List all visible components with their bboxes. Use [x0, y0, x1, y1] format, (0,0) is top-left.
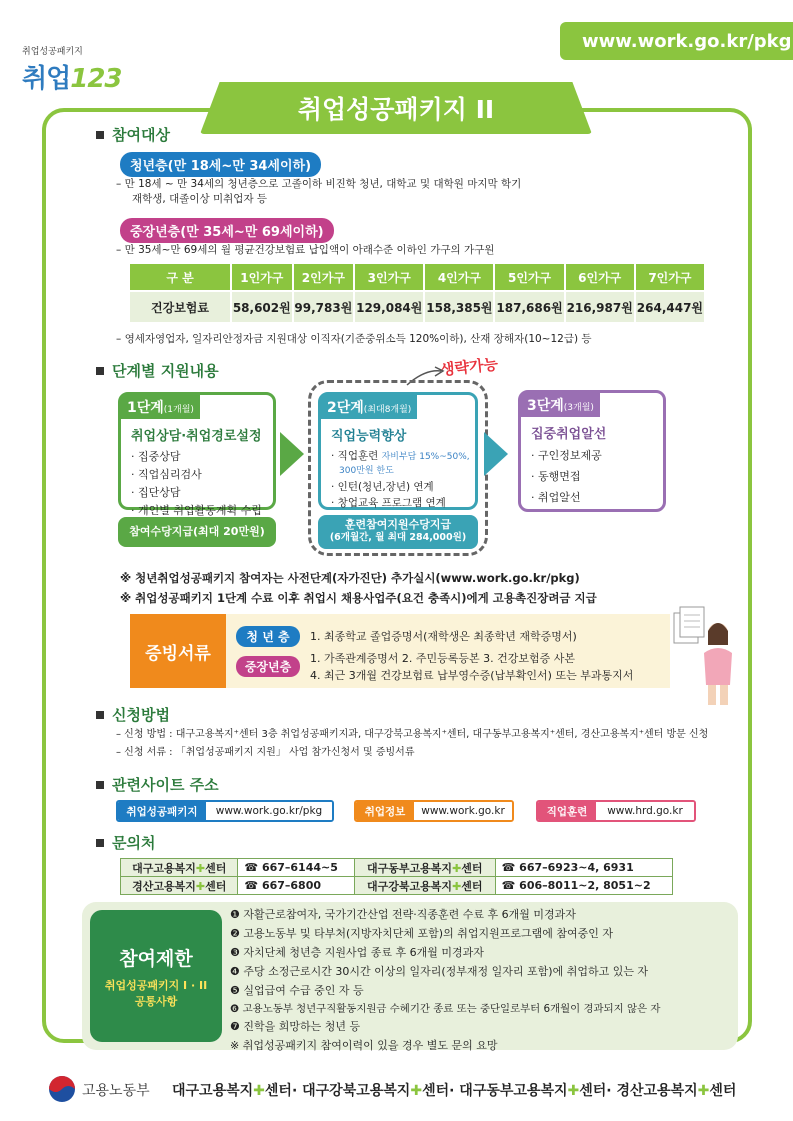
- contact-phone: ☎ 667–6800: [238, 877, 355, 895]
- table-cell: 건강보험료: [130, 292, 230, 322]
- contact-phone: ☎ 606–8011~2, 8051~2: [495, 877, 672, 895]
- table-cell: 216,987원: [566, 292, 634, 322]
- footer-center: 센터· 대구동부고용복지: [422, 1083, 568, 1099]
- footer-center: 대구고용복지: [172, 1083, 254, 1099]
- list-item: · 인턴(청년,장년) 연계: [331, 480, 434, 493]
- stage-arrow-icon: [484, 432, 508, 476]
- restrictions-subtitle-2: 공통사항: [134, 994, 178, 1008]
- center-suffix: 센터: [461, 879, 483, 893]
- sites-heading-text: 관련사이트 주소: [112, 776, 219, 794]
- bullet-square-icon: [96, 781, 104, 789]
- center-name: 대구동부고용복지: [367, 861, 453, 875]
- middle-doc-text-2: 4. 최근 3개월 건강보험료 납부영수증(납부확인서) 또는 부과통지서: [310, 669, 634, 682]
- logo-numbers: 123: [70, 64, 122, 94]
- logo-text: 취업: [22, 64, 71, 94]
- contacts-heading: [96, 832, 155, 853]
- insurance-header-row: [130, 264, 704, 290]
- restrictions-subtitle-1: 취업성공패키지 I · II: [104, 978, 208, 992]
- plus-icon: ✚: [452, 861, 462, 875]
- stages-heading-text: 단계별 지원내용: [112, 362, 219, 380]
- participants-heading: [96, 124, 170, 145]
- stage-3-list: [531, 446, 663, 509]
- bullet-square-icon: [96, 711, 104, 719]
- documents-label: 증빙서류: [130, 614, 226, 688]
- stages-heading: [96, 360, 219, 381]
- middle-desc: – 만 35세~만 69세의 월 평균건강보험료 납입액이 아래수준 이하인 가구의 가구원: [116, 244, 495, 256]
- table-cell: 129,084원: [355, 292, 423, 322]
- site-name: 취업정보: [356, 802, 414, 820]
- stage-3-subtitle: 집중취업알선: [531, 427, 607, 442]
- stage-3-title: [521, 393, 600, 417]
- list-item: · 동행면접: [531, 469, 581, 483]
- center-suffix: 센터: [205, 861, 227, 875]
- table-cell: 99,783원: [294, 292, 354, 322]
- insurance-row: [130, 292, 704, 322]
- plus-icon: ✚: [253, 1083, 265, 1099]
- header-url[interactable]: www.work.go.kr/pkg: [582, 30, 792, 52]
- apply-heading: [96, 704, 170, 725]
- table-header: 7인가구: [636, 264, 704, 290]
- list-item: · 창업교육 프로그램 연계: [331, 497, 446, 510]
- ministry-emblem-icon: [48, 1075, 76, 1103]
- center-name: 대구강북고용복지: [367, 879, 453, 893]
- plus-icon: ✚: [195, 879, 206, 893]
- participants-extra: – 영세자영업자, 일자리안정자금 지원대상 이직자(기준중위소득 120%이하), 산재 장해자(10~12급) 등: [116, 333, 592, 345]
- sites-heading: [96, 774, 219, 795]
- table-cell: 158,385원: [425, 292, 493, 322]
- table-header: 5인가구: [495, 264, 563, 290]
- middle-doc-tag: 중장년층: [236, 656, 300, 677]
- youth-doc-tag: 청 년 층: [236, 626, 300, 647]
- insurance-table: [128, 262, 706, 324]
- list-item-note: 300만원 한도: [339, 465, 394, 476]
- url-banner[interactable]: [560, 22, 793, 60]
- restrictions-list: [230, 906, 730, 1056]
- center-suffix: 센터: [205, 879, 227, 893]
- youth-badge: 청년층(만 18세~만 34세이하): [120, 152, 321, 177]
- table-row: [121, 877, 673, 895]
- list-item: · 취업알선: [531, 490, 581, 504]
- contact-center: [121, 877, 238, 895]
- list-item: ❼ 진학을 희망하는 청년 등: [230, 1020, 361, 1034]
- footer-center: 센터· 대구강북고용복지: [264, 1083, 411, 1099]
- stage-1-list: [131, 448, 273, 521]
- stage-2-period: (최대8개월): [363, 405, 412, 415]
- table-cell: 187,686원: [495, 292, 563, 322]
- ministry-name: 고용노동부: [82, 1083, 150, 1099]
- note-1: ※ 청년취업성공패키지 참여자는 사전단계(자가진단) 추가실시(www.work.go.kr/pkg): [120, 571, 580, 585]
- youth-doc-text: 1. 최종학교 졸업증명서(재학생은 최종학년 재학증명서): [310, 630, 577, 643]
- table-cell: 58,602원: [232, 292, 292, 322]
- table-row: [121, 859, 673, 877]
- list-item: ❸ 자치단체 청년층 지원사업 종료 후 6개월 미경과자: [230, 945, 484, 959]
- list-item: · 집중상담: [131, 450, 181, 463]
- middle-doc-text-1: 1. 가족관계증명서 2. 주민등록등본 3. 건강보험증 사본: [310, 652, 575, 665]
- stage-2-fee-line2: (6개월간, 월 최대 284,000원): [329, 532, 467, 544]
- table-header: 1인가구: [232, 264, 292, 290]
- plus-icon: ✚: [195, 861, 206, 875]
- list-item-text: · 직업훈련: [331, 450, 379, 462]
- contact-phone: ☎ 667–6144~5: [238, 859, 355, 877]
- list-item: ❻ 고용노동부 청년구직활동지원금 수혜기간 종료 또는 중단일로부터 6개월이 경과되지 않은 자: [230, 1002, 661, 1015]
- table-cell: 264,447원: [636, 292, 704, 322]
- bullet-square-icon: [96, 839, 104, 847]
- participants-heading-text: 참여대상: [112, 126, 170, 144]
- stage-2-list: [331, 448, 475, 511]
- contacts-heading-text: 문의처: [112, 834, 156, 852]
- stage-2-fee-line1: 훈련참여지원수당지급: [344, 518, 452, 531]
- table-header: 6인가구: [566, 264, 634, 290]
- youth-desc-1: – 만 18세 ~ 만 34세의 청년층으로 고졸이하 비진학 청년, 대학교 및 대학원 마지막 학기: [116, 178, 522, 190]
- bullet-square-icon: [96, 367, 104, 375]
- page-title: 취업성공패키지 II: [297, 95, 495, 124]
- stage-2-box: [318, 392, 478, 510]
- contact-center: [354, 859, 495, 877]
- stage-3-title-text: 3단계: [527, 398, 564, 414]
- list-item: · 직업심리검사: [131, 468, 202, 482]
- site-link[interactable]: [116, 800, 334, 822]
- plus-icon: ✚: [567, 1083, 580, 1099]
- table-header: 4인가구: [425, 264, 493, 290]
- center-name: 경산고용복지: [132, 879, 196, 893]
- note-2: ※ 취업성공패키지 1단계 수료 이후 취업시 채용사업주(요건 충족시)에게 고용촉진장려금 지급: [120, 591, 597, 605]
- plus-icon: ✚: [452, 879, 462, 893]
- list-item: ※ 취업성공패키지 참여이력이 있을 경우 별도 문의 요망: [230, 1039, 498, 1053]
- apply-heading-text: 신청방법: [112, 706, 170, 724]
- list-item-note: 자비부담 15%~50%,: [381, 452, 470, 462]
- contacts-table: [120, 858, 673, 895]
- apply-method: – 신청 방법 : 대구고용복지⁺센터 3층 취업성공패키지과, 대구강북고용복지⁺센터, 대구동부고용복지⁺센터, 경산고용복지⁺센터 방문 신청: [116, 729, 709, 740]
- stage-3-period: (3개월): [563, 403, 594, 413]
- logo: [22, 58, 122, 95]
- site-url[interactable]: www.work.go.kr: [414, 802, 512, 820]
- restrictions-label: [90, 910, 222, 1042]
- site-name: 취업성공패키지: [118, 802, 206, 820]
- table-header: 구 분: [130, 264, 230, 290]
- table-header: 3인가구: [355, 264, 423, 290]
- stage-2-subtitle: 직업능력향상: [331, 429, 407, 444]
- youth-desc-2: 재학생, 대졸이상 미취업자 등: [132, 193, 268, 205]
- contact-center: [354, 877, 495, 895]
- plus-icon: ✚: [697, 1083, 710, 1099]
- contact-center: [121, 859, 238, 877]
- stage-1-period: (1개월): [163, 405, 194, 415]
- site-link[interactable]: [354, 800, 514, 822]
- footer-center: 센터· 경산고용복지: [579, 1083, 698, 1099]
- bullet-square-icon: [96, 131, 104, 139]
- footer-centers: [172, 1080, 736, 1100]
- list-item: ❶ 자활근로참여자, 국가기간산업 전략·직종훈련 수료 후 6개월 미경과자: [230, 908, 576, 921]
- site-url[interactable]: www.hrd.go.kr: [596, 802, 694, 820]
- logo-caption: 취업성공패키지: [22, 47, 83, 57]
- omit-note: 생략가능: [439, 355, 499, 379]
- list-item: ❹ 주당 소정근로시간 30시간 이상의 일자리(정부재정 일자리 포함)에 취업하고 있는 자: [230, 964, 649, 978]
- list-item: · 개인별 취업활동계획 수립: [131, 504, 262, 518]
- table-header: 2인가구: [294, 264, 354, 290]
- stage-1-fee: 참여수당지급(최대 20만원): [118, 517, 276, 547]
- stage-1-title: [121, 395, 200, 419]
- list-item: · 집단상담: [131, 486, 181, 500]
- list-item: ❺ 실업급여 수급 중인 자 등: [230, 983, 364, 997]
- stage-2-title-text: 2단계: [327, 400, 364, 416]
- stage-1-title-text: 1단계: [127, 400, 164, 416]
- site-url[interactable]: www.work.go.kr/pkg: [206, 802, 332, 820]
- site-name: 직업훈련: [538, 802, 596, 820]
- stage-2-fee: [318, 515, 478, 549]
- center-name: 대구고용복지: [132, 861, 196, 875]
- stage-1-box: [118, 392, 276, 518]
- contact-phone: ☎ 667–6923~4, 6931: [495, 859, 672, 877]
- apply-docs: – 신청 서류 : 「취업성공패키지 지원」 사업 참가신청서 및 증빙서류: [116, 747, 415, 758]
- list-item: ❷ 고용노동부 및 타부처(지방자치단체 포함)의 취업지원프로그램에 참여중인 자: [230, 926, 613, 940]
- center-suffix: 센터: [461, 861, 483, 875]
- list-item: [331, 448, 475, 465]
- stage-2-title: [321, 395, 417, 419]
- list-item: · 구인정보제공: [531, 449, 602, 462]
- stage-arrow-icon: [280, 432, 304, 476]
- footer-center: 센터: [709, 1083, 737, 1099]
- stage-3-box: [518, 390, 666, 512]
- restrictions-title: 참여제한: [119, 947, 193, 970]
- stage-1-subtitle: 취업상담·취업경로설정: [131, 429, 262, 444]
- middle-badge: 중장년층(만 35세~만 69세이하): [120, 218, 334, 243]
- site-link[interactable]: [536, 800, 696, 822]
- person-reading-illustration: [670, 605, 740, 710]
- plus-icon: ✚: [410, 1083, 423, 1099]
